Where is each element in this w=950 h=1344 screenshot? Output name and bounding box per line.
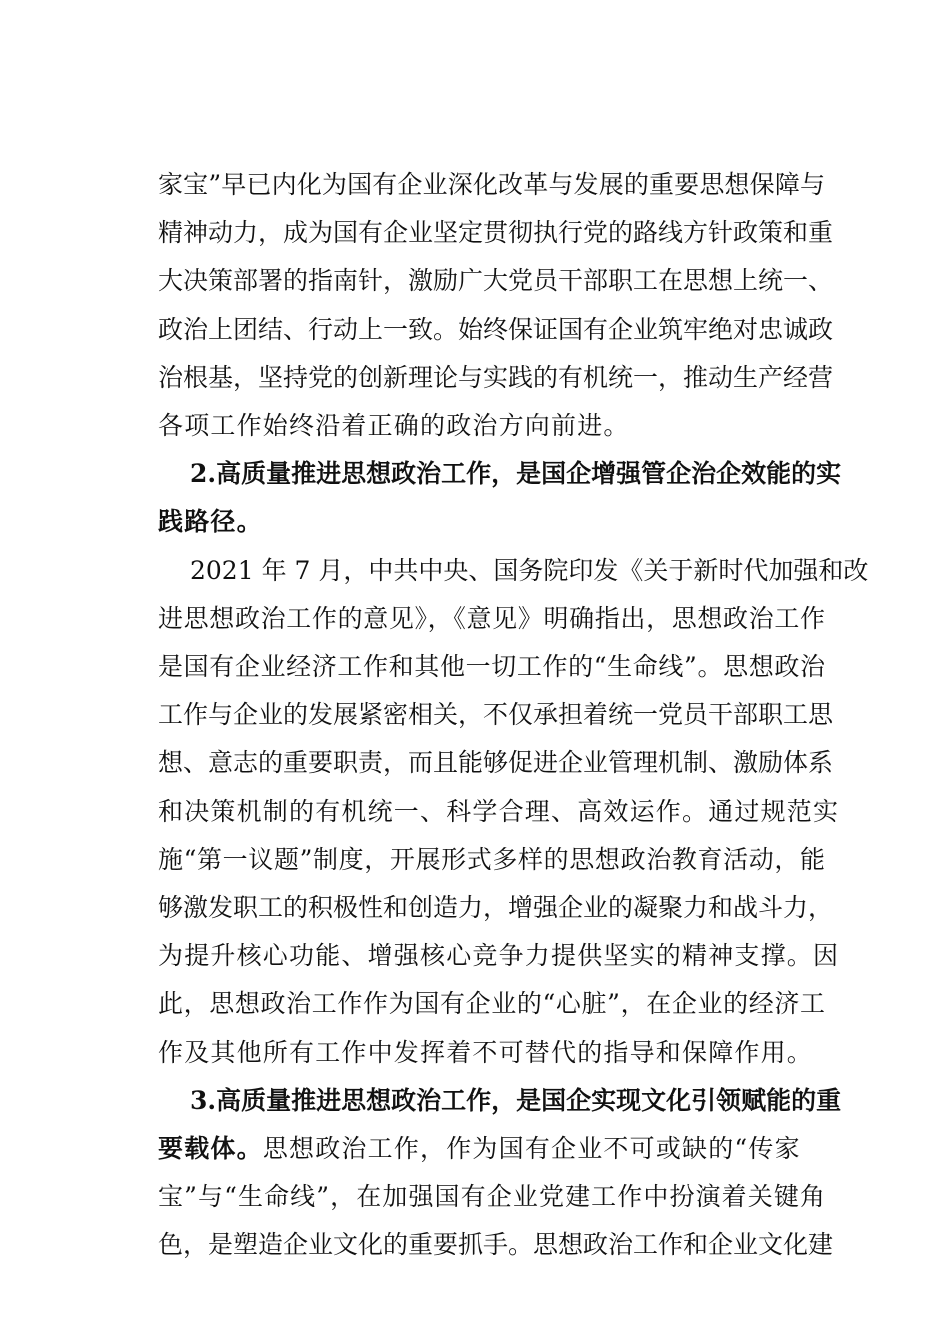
text-line bbox=[158, 361, 834, 395]
bold-heading-text: 践路径。 bbox=[158, 507, 263, 537]
body-text: 想、意志的重要职责，而且能够促进企业管理机制、激励体系 bbox=[158, 748, 834, 778]
text-line bbox=[158, 409, 825, 443]
body-text: 工作与企业的发展紧密相关，不仅承担着统一党员干部职工思 bbox=[158, 700, 834, 730]
body-text: 各项工作始终沿着正确的政治方向前进。 bbox=[158, 411, 630, 440]
body-text: 施“第一议题”制度，开展形式多样的思想政治教育活动，能 bbox=[158, 844, 825, 874]
text-line bbox=[158, 1036, 825, 1070]
body-text: 是国有企业经济工作和其他一切工作的“生命线”。思想政治 bbox=[158, 652, 825, 681]
body-text: 进思想政治工作的意见》，《意见》明确指出，思想政治工作 bbox=[158, 603, 825, 633]
body-text: 作及其他所有工作中发挥着不可替代的指导和保障作用。 bbox=[158, 1037, 814, 1067]
body-text: 为提升核心功能、增强核心竞争力提供坚实的精神支撑。因 bbox=[158, 941, 840, 971]
text-line bbox=[158, 313, 834, 347]
text-line bbox=[158, 1132, 825, 1166]
text-line bbox=[158, 843, 825, 877]
body-text: 2021 年 7 月，中共中央、国务院印发《关于新时代加强和改 bbox=[190, 555, 869, 585]
text-line bbox=[158, 602, 825, 636]
bold-heading-text: 要载体。 bbox=[158, 1134, 263, 1163]
section-heading-line bbox=[190, 457, 842, 491]
text-line bbox=[158, 795, 840, 829]
body-text: 思想政治工作，作为国有企业不可或缺的“传家 bbox=[262, 1134, 801, 1163]
body-text: 此，思想政治工作作为国有企业的“心脏”，在企业的经济工 bbox=[158, 989, 825, 1019]
text-line bbox=[158, 216, 834, 250]
body-text: 政治上团结、行动上一致。始终保证国有企业筑牢绝对忠诚政 bbox=[158, 314, 834, 344]
text-line bbox=[158, 891, 834, 925]
body-text: 宝”与“生命线”，在加强国有企业党建工作中扮演着关键角 bbox=[158, 1182, 825, 1212]
text-line bbox=[158, 746, 834, 780]
text-line bbox=[158, 650, 825, 684]
text-line bbox=[158, 698, 834, 732]
body-text: 和决策机制的有机统一、科学合理、高效运作。通过规范实 bbox=[158, 796, 840, 826]
bold-heading-text: 2.高质量推进思想政治工作，是国企增强管企治企效能的实 bbox=[190, 459, 842, 489]
section-heading-line bbox=[158, 505, 825, 539]
body-text: 大决策部署的指南针，激励广大党员干部职工在思想上统一、 bbox=[158, 266, 834, 296]
section-heading-line bbox=[190, 1084, 842, 1118]
text-line bbox=[190, 554, 869, 588]
bold-heading-text: 3.高质量推进思想政治工作，是国企实现文化引领赋能的重 bbox=[190, 1085, 842, 1115]
text-line bbox=[158, 939, 840, 973]
text-line bbox=[158, 264, 834, 298]
text-line bbox=[158, 987, 825, 1021]
body-text: 治根基，坚持党的创新理论与实践的有机统一，推动生产经营 bbox=[158, 362, 834, 392]
body-text: 家宝”早已内化为国有企业深化改革与发展的重要思想保障与 bbox=[158, 170, 825, 199]
body-text: 色，是塑造企业文化的重要抓手。思想政治工作和企业文化建 bbox=[158, 1230, 834, 1260]
text-line bbox=[158, 168, 825, 202]
text-line bbox=[158, 1228, 834, 1262]
body-text: 够激发职工的积极性和创造力，增强企业的凝聚力和战斗力， bbox=[158, 893, 834, 922]
text-line bbox=[158, 1180, 825, 1214]
body-text: 精神动力，成为国有企业坚定贯彻执行党的路线方针政策和重 bbox=[158, 218, 834, 248]
